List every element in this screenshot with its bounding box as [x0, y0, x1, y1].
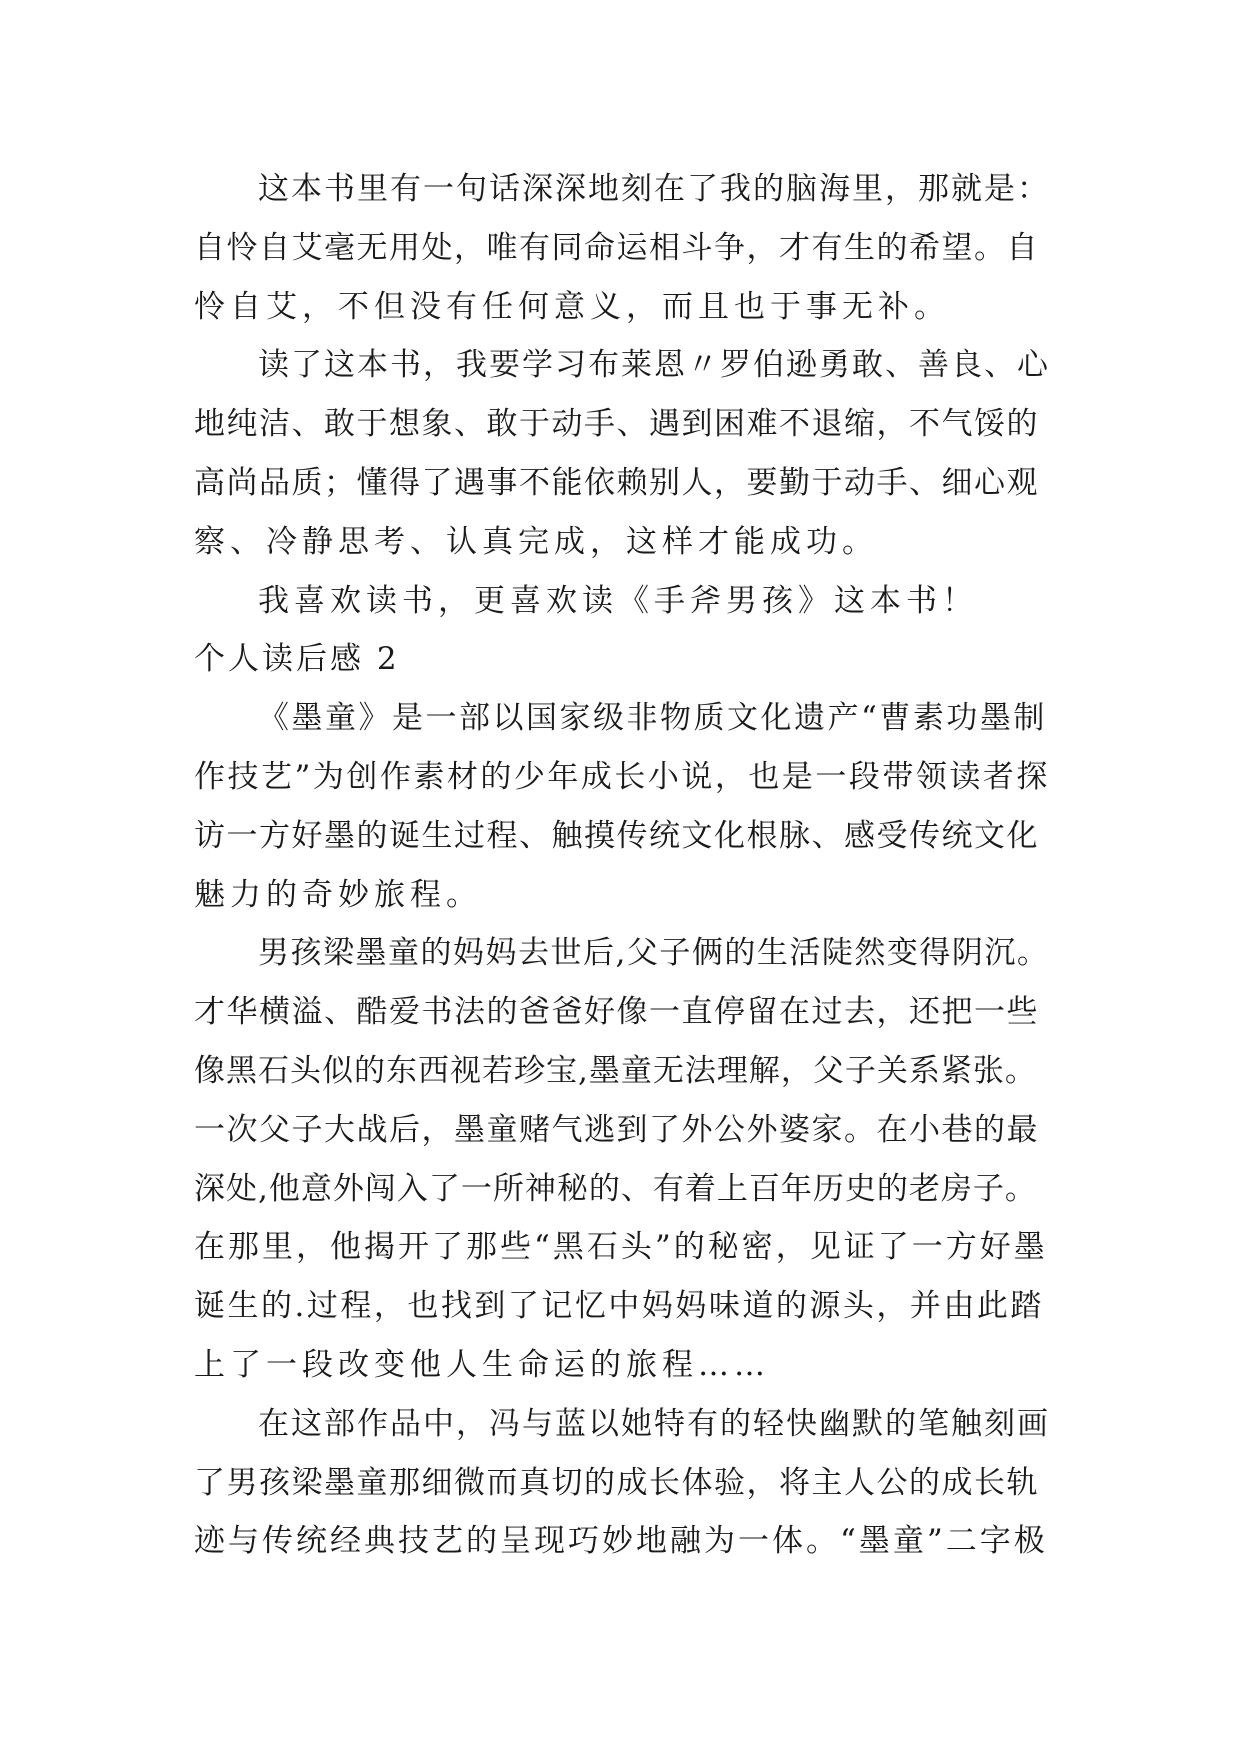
paragraph-line: 深处,他意外闯入了一所神秘的、有着上百年历史的老房子。 — [194, 1170, 1037, 1207]
paragraph-line: 《墨童》是一部以国家级非物质文化遗产“曹素功墨制 — [258, 700, 1047, 737]
paragraph-line: 像黑石头似的东西视若珍宝,墨童无法理解，父子关系紧张。 — [194, 1052, 1037, 1089]
paragraph-line: 迹与传统经典技艺的呈现巧妙地融为一体。“墨童”二字极 — [194, 1523, 1048, 1560]
paragraph-line: 访一方好墨的诞生过程、触摸传统文化根脉、感受传统文化 — [194, 817, 1039, 854]
paragraph-line: 地纯洁、敢于想象、敢于动手、遇到困难不退缩，不气馁的 — [194, 406, 1039, 443]
paragraph-line: 了男孩梁墨童那细微而真切的成长体验，将主人公的成长轨 — [194, 1464, 1039, 1501]
paragraph-line: 诞生的.过程，也找到了记忆中妈妈味道的源头，并由此踏 — [194, 1288, 1044, 1325]
paragraph-line: 作技艺”为创作素材的少年成长小说，也是一段带领读者探 — [194, 758, 1050, 795]
section-heading: 个人读后感 2 — [194, 641, 400, 678]
paragraph-line: 读了这本书，我要学习布莱恩〃罗伯逊勇敢、善良、心 — [258, 347, 1050, 384]
paragraph-line: 才华横溢、酷爱书法的爸爸好像一直停留在过去，还把一些 — [194, 994, 1039, 1031]
paragraph-line: 怜自艾，不但没有任何意义，而且也于事无补。 — [194, 288, 950, 325]
paragraph-line: 自怜自艾毫无用处，唯有同命运相斗争，才有生的希望。自 — [194, 229, 1039, 266]
paragraph-line: 一次父子大战后，墨童赌气逃到了外公外婆家。在小巷的最 — [194, 1111, 1039, 1148]
paragraph-line: 魅力的奇妙旅程。 — [194, 876, 482, 913]
paragraph-line: 高尚品质；懂得了遇事不能依赖别人，要勤于动手、细心观 — [194, 464, 1039, 501]
document-body — [194, 160, 1050, 1571]
paragraph-line: 察、冷静思考、认真完成，这样才能成功。 — [194, 523, 878, 560]
paragraph-line: 我喜欢读书，更喜欢读《手斧男孩》这本书！ — [258, 582, 978, 619]
paragraph-line: 上了一段改变他人生命运的旅程…… — [194, 1346, 770, 1383]
paragraph-line: 这本书里有一句话深深地刻在了我的脑海里，那就是： — [258, 171, 1050, 207]
paragraph-line: 在这部作品中，冯与蓝以她特有的轻快幽默的笔触刻画 — [258, 1405, 1050, 1442]
paragraph-line: 男孩梁墨童的妈妈去世后,父子俩的生活陡然变得阴沉。 — [258, 935, 1050, 972]
paragraph-line: 在那里，他揭开了那些“黑石头”的秘密，见证了一方好墨 — [194, 1229, 1048, 1266]
